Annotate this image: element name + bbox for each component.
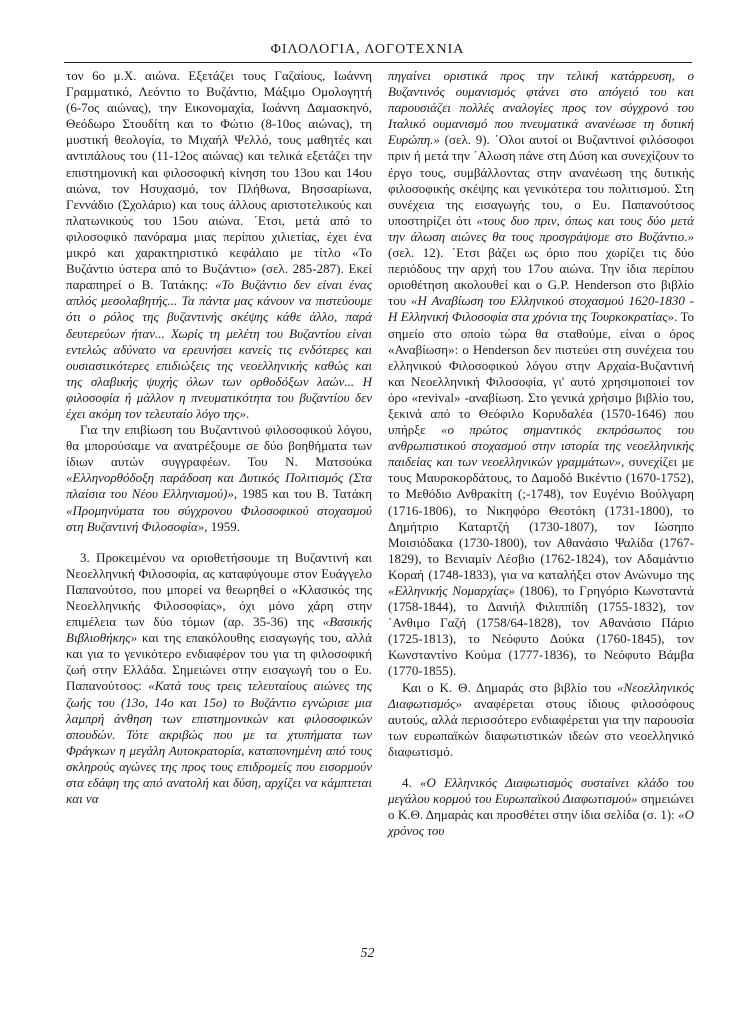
quote-run: πηγαίνει οριστικά προς την τελική κατάρρευση, ο Βυζαντινός ουμανισμός φτάνει στο απόγειό του και παρουσιάζει πολλές αναλογίες προς τον σύγχρονό του Ιταλικό ουμανισμό που πνευματικά ανανέωσε τη δυτική Ευρώπη.»	[388, 68, 694, 148]
quote-run: «Ο χρόνος του	[388, 807, 694, 839]
quote-run: «Ο Ελληνικός Διαφωτισμός συσταίνει κλάδο του μεγάλου κορμού του Ευρωπαϊκού Διαφωτισμού»	[388, 775, 694, 807]
text-run: (1806), το Γρηγόριο Κωνσταντά (1758-1844), το Δανιήλ Φιλιππίδη (1755-1832), τον ΄Ανθιμο Γαζή (1758/64-1828), τον Αθανάσιο Πάριο (1725-1813), το Νεόφυτο Δούκα (1760-1845), τον Κωνσταντίνο Κούμα (1777-1836), το Νεόφυτο Βάμβα (1770-1855).	[388, 583, 694, 679]
book-title-run: «Βασικής Βιβλιοθήκης»	[66, 614, 372, 646]
quote-run: «τους δυο πριν, όπως και τους δύο μετά την άλωση αιώνες θα τους προσγράψομε στο Βυζάντιο.»	[388, 212, 694, 244]
book-title-run: «Ελληνορθόδοξη παράδοση και Δυτικός Πολιτισμός (Στα πλαίσια του Νέου Ελληνισμού)»	[66, 470, 372, 502]
left-paragraph-3	[66, 550, 372, 808]
text-run: και της επακόλουθης εισαγωγής του, αλλά και για το γενικότερο ενδιαφέρον του για τη φιλοσοφική ζωή στην Ελλάδα. Σημειώνει στην εισαγωγή του ο Ευ. Παπανούτσος:	[66, 630, 372, 694]
book-title-run: «Ελληνικής Νομαρχίας»	[388, 583, 516, 598]
running-header: ΦΙΛΟΛΟΓΙΑ, ΛΟΓΟΤΕΧΝΙΑ	[270, 42, 465, 57]
text-run: , συνεχίζει με τους Μαυροκορδάτους, το Δαμοδό Βικέντιο (1670-1752), το Μεθόδιο Ανθρακίτη (;-1748), τον Ευγένιο Βούλγαρη (1716-1806), το Νικηφόρο Θεοτόκη (1731-1800), το Δημήτριο Καταρτζή (1730-1807), τον Ιώσηπο Μοισιόδακα (1730-1800), τον Αθανάσιο Ψαλίδα (1767-1829), το Βενιαμίν Λέσβιο (1762-1824), τον Αδαμάντιο Κοραή (1748-1833), για να καταλήξει στον Ανώνυμο της	[388, 454, 694, 582]
quote-run: «Κατά τους τρεις τελευταίους αιώνες της ζωής του (13ο, 14ο και 15ο) το Βυζάντιο εγνώρισε μια λαμπρή άνθηση των επιστημονικών και φιλοσοφικών σπουδών. Τότε ακριβώς που με τα χτυπήματα των Φράγκων η μεγάλη Αυτοκρατορία, καταπονημένη από τους σκληρούς αγώνες της προς τους επιδρομείς που εισορμούν στα εδάφη της από ανατολή και δύση, αρχίζει να κάμπτεται και να	[66, 678, 372, 807]
right-paragraph-2	[388, 680, 694, 760]
book-title-run: «Νεοελληνικός Διαφωτισμός»	[388, 679, 694, 711]
text-run: (σελ. 9). ΄Ολοι αυτοί οι Βυζαντινοί φιλόσοφοι πριν ή μετά την ΄Αλωση πάνε στη Δύση και συνεχίζουν το έργο τους, συμβάλλοντας στην ανανέωση της δυτικής φιλοσοφικής σκέψης και γενικότερα του πολιτισμού. Στη συνέχεια της εισαγωγής του, ο Ευ. Παπανούτσος υποστηρίζει ότι	[388, 132, 694, 228]
text-run: (σελ. 12). ΄Ετσι βάζει ως όριο που χωρίζει τις δύο περιόδους την αρχή του 17ου αιώνα. Την ίδια περίπου οριοθέτηση ακολουθεί και ο G.P. Henderson στο βιβλίο του	[388, 245, 694, 309]
right-column	[388, 68, 694, 839]
text-run: τον 6ο μ.Χ. αιώνα. Εξετάζει τους Γαζαίους, Ιωάννη Γραμματικό, Λεόντιο το Βυζάντιο, Μάξιμο Ομολογητή (6-7ος αιώνας), την Εικονομαχία, Ιωάννη Δαμασκηνό, Θεόδωρο Στουδίτη και το Φώτιο (8-10ος αιώνας), τη μυστική θεολογία, το Μιχαήλ Ψελλό, τους μαθητές και αντιπάλους του (11-12ος αιώνας) και τελικά εξετάζει την επιστημονική και φιλοσοφική κίνηση του 13ου και 14ου αιώνα, τον Ησυχασμό, τον Πλήθωνα, Βησσαρίωνα, Γεννάδιο (Σχολάριο) και τους άλλους αριστοτελικούς και πλατωνικούς του 15ου αιώνα. ΄Ετσι, μετά από το φιλοσοφικό πανόραμα μιας περίπου χιλιετίας, έχει ένα μικρό και χαρακτηριστικό κεφάλαιο με τίτλο «Το Βυζάντιο ύστερα από το Βυζάντιο» (σελ. 285-287). Εκεί παραπηρεί ο Β. Τατάκης:	[66, 68, 372, 293]
text-run: σημειώνει ο Κ.Θ. Δημαράς και προσθέτει στην ίδια σελίδα (σ. 1):	[388, 791, 695, 823]
right-paragraph-1	[388, 68, 694, 680]
right-paragraph-3	[388, 775, 694, 839]
text-run: αναφέρεται στους ίδιους φιλοσόφους αυτούς, αλλά περισσότερο ενδιαφέρεται για την παρουσία των ευρωπαϊκών διαφωτιστικών ιδεών στο νεοελληνικό διαφωτισμό.	[388, 695, 694, 759]
text-run: , 1959.	[204, 518, 240, 534]
text-run: . Το σημείο στο οποίο τώρα θα σταθούμε, είναι ο όρος «Αναβίωση»: ο Henderson δεν πιστεύει στη συνέχεια του ελληνικού Φιλοσοφικού λόγου στην Αρχαία-Βυζαντινή και Νεοελληνική Φιλοσοφία, γι' αυτό χρησιμοποιεί τον όρο «revival» -αναβίωση. Στο γενικά χρήσιμο βιβλίο του, ξεκινά από το Θεόφιλο Κορυδαλέα (1570-1646) που υπήρξε	[388, 309, 694, 438]
left-paragraph-1	[66, 68, 372, 422]
text-run: 4.	[402, 775, 420, 791]
text-run: Για την επιβίωση του Βυζαντινού φιλοσοφικού λόγου, θα μπορούσαμε να ανατρέξουμε σε δύο βοηθήματα των ίδιων αυτών συγγραφέων. Του Ν. Ματσούκα	[66, 422, 372, 470]
text-run: , 1985 και του Β. Τατάκη	[233, 486, 372, 502]
quote-run: «Το Βυζάντιο δεν είναι ένας απλός μεσολαβητής... Τα πάντα μας κάνουν να πιστεύουμε ότι ο ρόλος της βυζαντινής σκέψης κάθε άλλο, παρά δευτερεύων ήταν... Χωρίς τη μελέτη του Βυζαντίου είναι εντελώς αδύνατο να ερευνήσει κανείς τις ενδότερες και ουσιαστικότερες επιδιώξεις της νεοελληνικής καθώς και της σλαβικής ψυχής όλων των ορθοδόξων λαών... Η φιλοσοφία ή μάλλον η πνευματικότητα του βυζαντίου δεν έχει ακόμη τον τελευταίο λόγο της»	[66, 277, 372, 421]
book-title-run: «Προμηνύματα του σύγχρονου Φιλοσοφικού στοχασμού στη Βυζαντινή Φιλοσοφία»	[66, 502, 372, 534]
header-rule	[64, 62, 692, 63]
text-run: 3. Προκειμένου να οριοθετήσουμε τη Βυζαντινή και Νεοελληνική Φιλοσοφία, ας καταφύγουμε στον Ευάγγελο Παπανούτσο, που μπορεί να θεωρηθεί ο «Κλασικός της Νεοελληνικής Φιλοσοφίας», όχι μόνο χάρη στην επιμέλεια των δύο τόμων (αρ. 35-36) της	[66, 549, 372, 630]
page-number: 52	[360, 946, 375, 961]
left-paragraph-2	[66, 422, 372, 535]
book-title-run: «Η Αναβίωση του Ελληνικού στοχασμού 1620-1830 - Η Ελληνική Φιλοσοφία στα χρόνια της Τουρκοκρατίας»	[388, 293, 694, 325]
left-column	[66, 68, 372, 807]
quote-run: «ο πρώτος σημαντικός εκπρόσωπος του ανθρωπιστικού στοχασμού στην ιστορία της νεοελληνικής παιδείας και των νεοελληνικών γραμμάτων»	[388, 422, 694, 470]
text-run: .	[246, 405, 250, 421]
text-run: Και ο Κ. Θ. Δημαράς στο βιβλίο του	[402, 679, 617, 695]
